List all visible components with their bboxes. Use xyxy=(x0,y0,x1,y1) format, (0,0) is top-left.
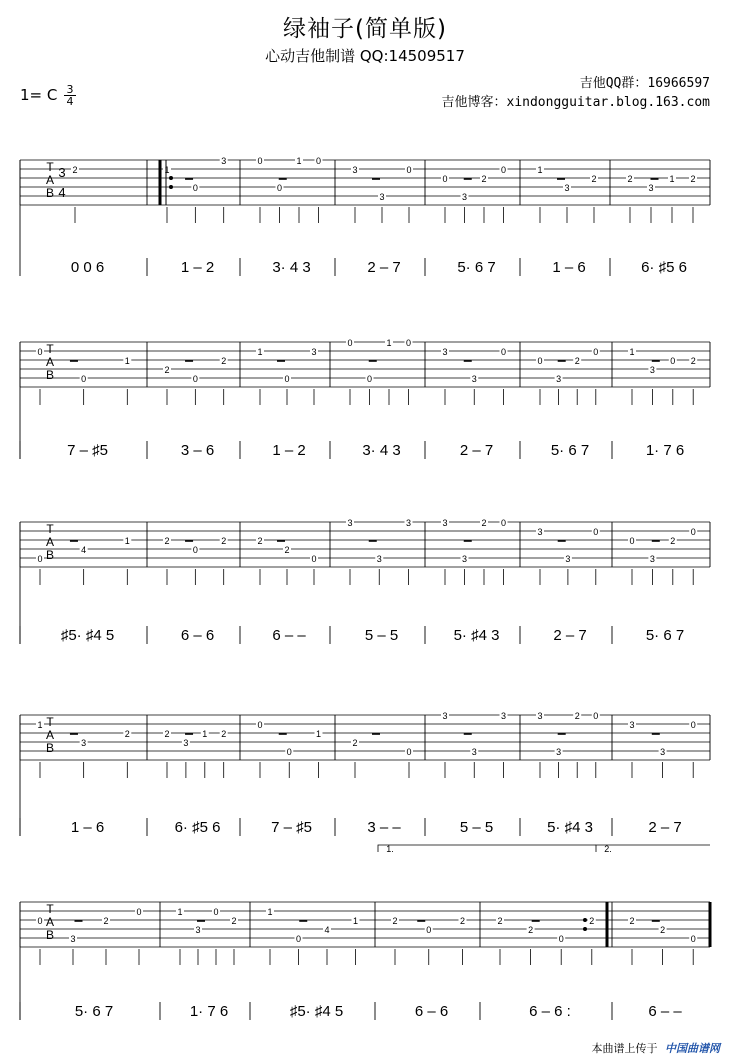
numbered-notation: 1 – 6 xyxy=(552,259,586,276)
fret-number: 0 xyxy=(37,916,43,926)
fret-number: 3 xyxy=(195,925,201,935)
fret-number: 2 xyxy=(459,916,466,926)
fret-number: 2 xyxy=(221,356,227,366)
fret-number: 0 xyxy=(315,156,322,166)
fret-number: 3 xyxy=(379,192,385,202)
fret-number: 2 xyxy=(284,545,290,555)
fret-number: 3 xyxy=(352,165,358,175)
fret-number: 2 xyxy=(589,916,595,926)
fret-number: 1 xyxy=(386,338,392,348)
fret-number: 0 xyxy=(670,356,676,366)
fret-number: 2 xyxy=(392,916,398,926)
song-subtitle: 心动吉他制谱 QQ:14509517 xyxy=(265,47,465,65)
site-logo: 中国曲谱网 xyxy=(665,1042,720,1055)
fret-number: 1 xyxy=(177,907,183,917)
numbered-notation: 5· ♯4 3 xyxy=(547,819,593,836)
fret-number: 0 xyxy=(690,720,696,730)
fret-number: 2 xyxy=(497,916,503,926)
tab-clef-letter: A xyxy=(45,915,55,929)
fret-number: 4 xyxy=(324,925,330,935)
tab-clef-letter: A xyxy=(45,173,55,187)
repeat-dot xyxy=(169,176,173,180)
fret-number: 2 xyxy=(231,916,237,926)
fret-number: 2 xyxy=(574,356,580,366)
numbered-notation: ♯5· ♯4 5 xyxy=(60,627,115,644)
fret-number: 3 xyxy=(629,720,635,730)
fret-number: 2 xyxy=(164,365,170,375)
fret-number: 1 xyxy=(267,907,273,917)
fret-number: 0 xyxy=(295,934,302,944)
fret-number: 3 xyxy=(442,518,448,528)
numbered-notation: 2 – 7 xyxy=(648,819,682,836)
numbered-notation: 5· ♯4 3 xyxy=(453,627,500,644)
fret-number: 2 xyxy=(164,536,170,546)
numbered-notation: 6· ♯5 6 xyxy=(174,819,221,836)
tab-clef-letter: B xyxy=(45,368,55,382)
fret-number: 3 xyxy=(405,518,412,528)
numbered-notation: 2 – 7 xyxy=(367,259,401,276)
fret-number: 3 xyxy=(660,747,666,757)
numbered-notation: 2 – 7 xyxy=(553,627,587,644)
numbered-notation: 7 – ♯5 xyxy=(67,442,108,459)
numbered-notation: 1 – 6 xyxy=(70,819,105,836)
fret-number: 0 xyxy=(406,747,412,757)
fret-number: 1 xyxy=(124,356,130,366)
fret-number: 1 xyxy=(164,165,170,175)
tab-clef-letter: A xyxy=(45,728,55,742)
numbered-notation: 5· 6 7 xyxy=(550,442,590,459)
fret-number: 0 xyxy=(81,374,87,384)
repeat-dot xyxy=(583,927,587,931)
fret-number: 3 xyxy=(461,192,468,202)
volta-2-bracket xyxy=(596,845,710,852)
tab-time-top: 3 xyxy=(58,165,66,180)
fret-number: 0 xyxy=(690,527,696,537)
fret-number: 2 xyxy=(352,738,358,748)
key-signature: 1= C xyxy=(20,86,58,104)
fret-number: 1 xyxy=(37,720,43,730)
fret-number: 0 xyxy=(405,338,412,348)
fret-number: 0 xyxy=(500,165,507,175)
fret-number: 3 xyxy=(221,156,227,166)
tab-clef-letter: B xyxy=(45,186,55,200)
numbered-notation: 1 – 2 xyxy=(272,442,306,459)
fret-number: 3 xyxy=(565,554,571,564)
repeat-dot xyxy=(583,918,587,922)
fret-number: 0 xyxy=(136,907,142,917)
fret-number: 0 xyxy=(311,554,317,564)
fret-number: 1 xyxy=(315,729,322,739)
fret-number: 3 xyxy=(70,934,76,944)
fret-number: 0 xyxy=(192,183,198,193)
fret-number: 1 xyxy=(352,916,359,926)
fret-number: 4 xyxy=(81,545,87,555)
numbered-notation: 1· 7 6 xyxy=(189,1003,229,1020)
fret-number: 2 xyxy=(528,925,534,935)
fret-number: 0 xyxy=(593,527,599,537)
numbered-notation: 5· 6 7 xyxy=(645,627,685,644)
fret-number: 0 xyxy=(192,545,198,555)
fret-number: 2 xyxy=(670,536,676,546)
fret-number: 3 xyxy=(556,747,562,757)
fret-number: 0 xyxy=(500,347,507,357)
fret-number: 3 xyxy=(556,374,562,384)
numbered-notation: ♯5· ♯4 5 xyxy=(289,1003,344,1020)
fret-number: 1 xyxy=(202,729,208,739)
fret-number: 0 xyxy=(37,554,43,564)
numbered-notation: 6 – – xyxy=(648,1003,682,1020)
fret-number: 3 xyxy=(500,711,507,721)
tab-clef-letter: T xyxy=(46,715,54,729)
numbered-notation: 6 – 6 xyxy=(180,627,215,644)
fret-number: 0 xyxy=(347,338,353,348)
fret-number: 3 xyxy=(311,347,317,357)
song-title: 绿袖子(简单版) xyxy=(283,16,447,42)
fret-number: 2 xyxy=(221,536,227,546)
fret-number: 0 xyxy=(284,374,290,384)
volta-1-bracket xyxy=(378,845,596,852)
footer xyxy=(592,1040,721,1056)
fret-number: 3 xyxy=(649,365,655,375)
fret-number: 2 xyxy=(574,711,580,721)
fret-number: 3 xyxy=(442,347,448,357)
fret-number: 3 xyxy=(564,183,570,193)
fret-number: 0 xyxy=(593,711,599,721)
time-signature-top: 3 xyxy=(64,84,76,96)
fret-number: 0 xyxy=(629,536,635,546)
numbered-notation: 6· ♯5 6 xyxy=(641,259,687,276)
tab-clef-letter: B xyxy=(45,928,55,942)
tab-clef-letter: A xyxy=(45,355,55,369)
numbered-notation: 6 – 6 : xyxy=(529,1003,571,1020)
fret-number: 2 xyxy=(164,729,170,739)
fret-number: 3 xyxy=(442,711,448,721)
fret-number: 2 xyxy=(660,925,666,935)
numbered-notation: 5· 6 7 xyxy=(74,1003,114,1020)
fret-number: 0 xyxy=(276,183,283,193)
fret-number: 0 xyxy=(213,907,219,917)
fret-number: 0 xyxy=(257,720,263,730)
tab-clef-letter: T xyxy=(46,160,54,174)
fret-number: 3 xyxy=(81,738,87,748)
fret-number: 2 xyxy=(481,174,487,184)
numbered-notation: 3· 4 3 xyxy=(272,259,311,276)
fret-number: 0 xyxy=(442,174,448,184)
fret-number: 0 xyxy=(257,156,263,166)
fret-number: 1 xyxy=(124,536,130,546)
numbered-notation: 0 0 6 xyxy=(70,259,105,276)
fret-number: 3 xyxy=(376,554,382,564)
fret-number: 0 xyxy=(537,356,543,366)
fret-number: 2 xyxy=(690,174,696,184)
fret-number: 0 xyxy=(286,747,292,757)
fret-number: 2 xyxy=(72,165,78,175)
repeat-dot xyxy=(169,185,173,189)
fret-number: 0 xyxy=(690,934,696,944)
fret-number: 1 xyxy=(629,347,635,357)
fret-number: 0 xyxy=(192,374,198,384)
fret-number: 2 xyxy=(591,174,597,184)
fret-number: 3 xyxy=(461,554,468,564)
fret-number: 2 xyxy=(690,356,696,366)
fret-number: 2 xyxy=(103,916,109,926)
tab-clef-letter: T xyxy=(46,522,54,536)
fret-number: 0 xyxy=(500,518,507,528)
numbered-notation: 6 – 6 xyxy=(414,1003,449,1020)
numbered-notation: 7 – ♯5 xyxy=(271,819,312,836)
fret-number: 0 xyxy=(366,374,373,384)
tab-time-bottom: 4 xyxy=(58,185,66,200)
numbered-notation: 3 – – xyxy=(367,819,401,836)
fret-number: 1 xyxy=(257,347,263,357)
fret-number: 0 xyxy=(426,925,432,935)
fret-number: 2 xyxy=(627,174,633,184)
fret-number: 0 xyxy=(406,165,412,175)
tab-clef-letter: T xyxy=(46,902,54,916)
numbered-notation: 1 – 2 xyxy=(180,259,215,276)
fret-number: 3 xyxy=(648,183,654,193)
footer-text: 本曲谱上传于 xyxy=(591,1042,658,1055)
fret-number: 2 xyxy=(221,729,227,739)
fret-number: 3 xyxy=(471,747,477,757)
blog-line: 吉他博客：xindongguitar.blog.163.com xyxy=(441,95,710,110)
fret-number: 2 xyxy=(257,536,263,546)
fret-number: 0 xyxy=(37,347,43,357)
fret-number: 2 xyxy=(124,729,130,739)
fret-number: 3 xyxy=(183,738,189,748)
fret-number: 3 xyxy=(537,711,543,721)
fret-number: 1 xyxy=(296,156,302,166)
fret-number: 1 xyxy=(537,165,543,175)
fret-number: 3 xyxy=(649,554,655,564)
numbered-notation: 3· 4 3 xyxy=(362,442,401,459)
fret-number: 1 xyxy=(669,174,675,184)
time-signature-bottom: 4 xyxy=(66,95,74,108)
numbered-notation: 5· 6 7 xyxy=(457,259,496,276)
numbered-notation: 1· 7 6 xyxy=(645,442,685,459)
tab-clef-letter: B xyxy=(45,741,55,755)
fret-number: 3 xyxy=(537,527,543,537)
numbered-notation: 5 – 5 xyxy=(364,627,399,644)
fret-number: 3 xyxy=(347,518,353,528)
qq-group-line: 吉他QQ群：16966597 xyxy=(579,76,710,91)
numbered-notation: 2 – 7 xyxy=(459,442,494,459)
volta-2-label: 2. xyxy=(604,844,612,854)
fret-number: 3 xyxy=(471,374,477,384)
fret-number: 0 xyxy=(558,934,564,944)
fret-number: 2 xyxy=(481,518,487,528)
fret-number: 2 xyxy=(629,916,635,926)
numbered-notation: 5 – 5 xyxy=(459,819,494,836)
tab-clef-letter: T xyxy=(46,342,54,356)
tab-clef-letter: A xyxy=(45,535,55,549)
numbered-notation: 6 – – xyxy=(272,627,306,644)
tab-clef-letter: B xyxy=(45,548,55,562)
volta-1-label: 1. xyxy=(386,844,394,854)
numbered-notation: 3 – 6 xyxy=(180,442,215,459)
fret-number: 0 xyxy=(593,347,599,357)
